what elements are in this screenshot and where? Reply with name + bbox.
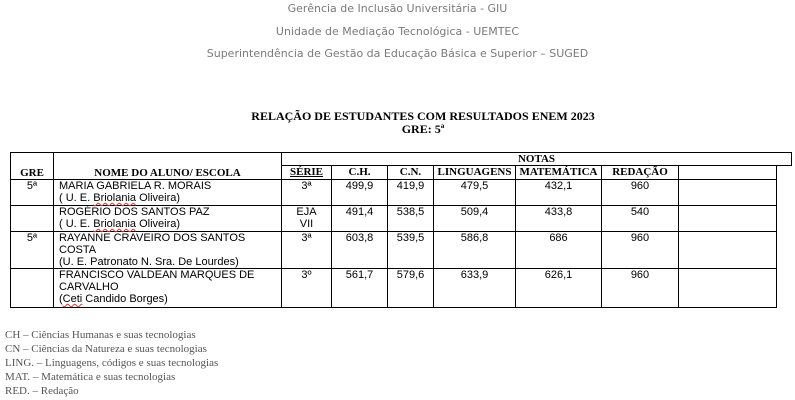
cell-empty [679,206,777,232]
cell-ch: 603,8 [332,232,388,269]
cell-matematica: 626,1 [516,269,602,308]
cell-ch: 491,4 [332,206,388,232]
legend-mat: MAT. – Matemática e suas tecnologias [5,371,176,383]
legend-ch: CH – Ciências Humanas e suas tecnologias [5,329,196,341]
cell-blank [777,206,792,232]
cell-linguagens: 479,5 [434,180,516,206]
cell-serie: EJA VII [282,206,332,232]
cell-cn: 419,9 [388,180,434,206]
header-ch: C.H. [332,166,388,180]
header-serie: SÉRIE [282,166,332,180]
cell-redacao: 960 [602,269,679,308]
header-redacao: REDAÇÃO [602,166,679,180]
header-giu: Gerência de Inclusão Universitária - GIU [287,2,508,15]
school-name: ( U. E. Briolania Oliveira) [59,192,181,204]
header-suged: Superintendência de Gestão da Educação Básica e Superior – SUGED [206,47,589,60]
cell-ch: 561,7 [332,269,388,308]
results-table [10,152,792,308]
cell-linguagens: 633,9 [434,269,516,308]
header-nome: NOME DO ALUNO/ ESCOLA [54,153,282,180]
header-matematica: MATEMÁTICA [516,166,602,180]
header-blank [777,166,792,180]
header-notas: NOTAS [282,153,792,166]
cell-cn: 579,6 [388,269,434,308]
cell-serie: 3º [282,269,332,308]
cell-blank [777,180,792,206]
legend [5,328,218,398]
cell-student [54,180,282,206]
cell-gre [11,269,54,308]
cell-serie: 3ª [282,232,332,269]
cell-cn: 538,5 [388,206,434,232]
cell-matematica: 686 [516,232,602,269]
legend-cn: CN – Ciências da Natureza e suas tecnologias [5,343,207,355]
header-linguagens: LINGUAGENS [434,166,516,180]
table-row [11,206,792,232]
legend-red: RED. – Redação [5,385,79,397]
cell-empty [679,232,777,269]
cell-cn: 539,5 [388,232,434,269]
table-row [11,269,792,308]
document-title: RELAÇÃO DE ESTUDANTES COM RESULTADOS ENEM 2023 [251,109,595,123]
legend-ling: LING. – Linguagens, códigos e suas tecnologias [5,357,219,369]
cell-serie: 3ª [282,180,332,206]
cell-gre: 5ª [11,232,54,269]
header-cn: C.N. [388,166,434,180]
school-name: (U. E. Patronato N. Sra. De Lourdes) [59,256,239,268]
cell-empty [679,180,777,206]
cell-student [54,269,282,308]
cell-redacao: 960 [602,232,679,269]
header-gre: GRE [11,153,54,180]
gre-subtitle: GRE: 5ª [401,122,445,136]
cell-gre: 5ª [11,180,54,206]
student-name: ROGÉRIO DOS SANTOS PAZ [59,206,210,218]
school-name: ( U. E. Briolania Oliveira) [59,218,181,230]
cell-ch: 499,9 [332,180,388,206]
header-empty [679,166,777,180]
cell-student [54,206,282,232]
school-name: (Ceti Candido Borges) [59,293,168,305]
cell-linguagens: 586,8 [434,232,516,269]
student-name: FRANCISCO VALDEAN MARQUES DE CARVALHO [59,269,255,293]
cell-matematica: 433,8 [516,206,602,232]
cell-matematica: 432,1 [516,180,602,206]
table-row [11,180,792,206]
cell-redacao: 960 [602,180,679,206]
cell-gre [11,206,54,232]
cell-empty [679,269,777,308]
cell-blank [777,269,792,308]
cell-blank [777,232,792,269]
cell-student [54,232,282,269]
cell-redacao: 540 [602,206,679,232]
cell-linguagens: 509,4 [434,206,516,232]
student-name: RAYANNE CRAVEIRO DOS SANTOS COSTA [59,232,246,256]
table-row [11,232,792,269]
header-uemtec: Unidade de Mediação Tecnológica - UEMTEC [275,25,520,38]
student-name: MARIA GABRIELA R. MORAIS [59,180,212,192]
